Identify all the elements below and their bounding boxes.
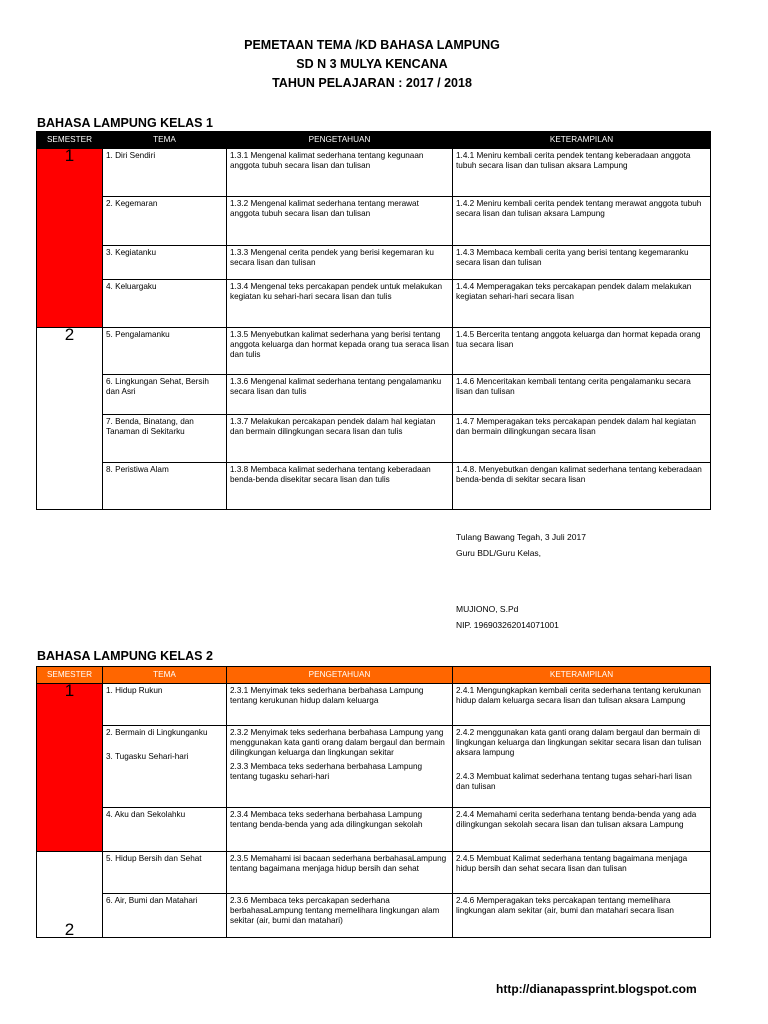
semester-cell: 2 [37, 328, 103, 510]
table-header-row [37, 132, 711, 149]
kelas1-title: BAHASA LAMPUNG KELAS 1 [37, 116, 213, 130]
col-semester: SEMESTER [37, 132, 103, 149]
pengetahuan-cell: 1.3.3 Mengenal cerita pendek yang berisi kegemaran ku secara lisan dan tulisan [227, 246, 453, 280]
keterampilan-item: 2.4.3 Membuat kalimat sederhana tentang tugas sehari-hari lisan dan tulisan [456, 772, 692, 791]
tema-cell: 5. Pengalamanku [103, 328, 227, 375]
kelas1-table [36, 131, 711, 510]
tema-cell: 5. Hidup Bersih dan Sehat [103, 852, 227, 894]
tema-cell: 2. Kegemaran [103, 197, 227, 246]
keterampilan-cell: 1.4.1 Meniru kembali cerita pendek tentang keberadaan anggota tubuh secara lisan dan tulisan aksara Lampung [453, 149, 711, 197]
header-year: TAHUN PELAJARAN : 2017 / 2018 [272, 76, 472, 90]
keterampilan-cell: 2.4.5 Membuat Kalimat sederhana tentang bagaimana menjaga hidup bersih dan sehat secara lisan dan tulisan [453, 852, 711, 894]
document-header [0, 36, 744, 93]
tema-cell: 8. Peristiwa Alam [103, 463, 227, 510]
kelas2-table [36, 666, 711, 938]
col-pengetahuan: PENGETAHUAN [227, 132, 453, 149]
pengetahuan-cell: 2.3.5 Memahami isi bacaan sederhana berbahasaLampung tentang bagaimana menjaga hidup bersih dan sehat [227, 852, 453, 894]
table-row [37, 149, 711, 197]
pengetahuan-cell: 2.3.6 Membaca teks percakapan sederhana berbahasaLampung tentang memelihara lingkungan alam sekitar (air, bumi dan matahari) [227, 894, 453, 938]
tema-cell: 6. Lingkungan Sehat, Bersih dan Asri [103, 375, 227, 415]
pengetahuan-cell: 1.3.1 Mengenal kalimat sederhana tentang kegunaan anggota tubuh secara lisan dan tulisan [227, 149, 453, 197]
pengetahuan-cell: 1.3.5 Menyebutkan kalimat sederhana yang berisi tentang anggota keluarga dan hormat kepada orang tua seraca lisan dan tulis [227, 328, 453, 375]
keterampilan-cell: 1.4.3 Membaca kembali cerita yang berisi tentang kegemaranku secara lisan dan tulisan [453, 246, 711, 280]
keterampilan-cell: 2.4.4 Memahami cerita sederhana tentang benda-benda yang ada dilingkungan sekolah secara lisan dan tulisan aksara Lampung [453, 808, 711, 852]
header-title: PEMETAAN TEMA /KD BAHASA LAMPUNG [244, 38, 500, 52]
col-keterampilan: KETERAMPILAN [453, 667, 711, 684]
kelas2-title: BAHASA LAMPUNG KELAS 2 [37, 649, 213, 663]
pengetahuan-item: 2.3.3 Membaca teks sederhana berbahasa Lampung tentang tugasku sehari-hari [230, 762, 423, 781]
tema-cell: 4. Aku dan Sekolahku [103, 808, 227, 852]
keterampilan-cell: 1.4.8. Menyebutkan dengan kalimat sederhana tentang keberadaan benda-benda di sekitar secara lisan [453, 463, 711, 510]
signature-role: Guru BDL/Guru Kelas, [456, 548, 542, 558]
table-row [37, 684, 711, 726]
tema-cell: 4. Keluargaku [103, 280, 227, 328]
pengetahuan-cell: 1.3.4 Mengenal teks percakapan pendek untuk melakukan kegiatan ku sehari-hari secara lisan dan tulis [227, 280, 453, 328]
tema-cell: 3. Kegiatanku [103, 246, 227, 280]
tema-item: 3. Tugasku Sehari-hari [106, 752, 189, 761]
table-row [37, 894, 711, 938]
col-tema: TEMA [103, 667, 227, 684]
pengetahuan-cell: 1.3.2 Mengenal kalimat sederhana tentang merawat anggota tubuh secara lisan dan tulisan [227, 197, 453, 246]
pengetahuan-cell: 1.3.7 Melakukan percakapan pendek dalam hal kegiatan dan bermain dilingkungan secara lisan dan tulis [227, 415, 453, 463]
pengetahuan-item: 2.3.2 Menyimak teks sederhana berbahasa Lampung yang menggunakan kata ganti orang dalam bergaul dan bermain dilingkungan keluarga dan lingkungan sekitar [230, 728, 445, 757]
keterampilan-cell: 1.4.5 Bercerita tentang anggota keluarga dan hormat kepada orang tua secara lisan [453, 328, 711, 375]
tema-cell: 1. Diri Sendiri [103, 149, 227, 197]
table-header-row [37, 667, 711, 684]
col-semester: SEMESTER [37, 667, 103, 684]
pengetahuan-cell: 1.3.6 Mengenal kalimat sederhana tentang pengalamanku secara lisan dan tulis [227, 375, 453, 415]
pengetahuan-cell: 1.3.8 Membaca kalimat sederhana tentang keberadaan benda-benda disekitar secara lisan dan tulis [227, 463, 453, 510]
semester-cell: 1 [37, 149, 103, 328]
table-row [37, 415, 711, 463]
pengetahuan-cell [227, 726, 453, 808]
table-row [37, 280, 711, 328]
footer-url[interactable]: http://dianapassprint.blogspot.com [496, 982, 697, 996]
keterampilan-cell: 1.4.7 Memperagakan teks percakapan pendek dalam hal kegiatan dan bermain dilingkungan secara lisan [453, 415, 711, 463]
semester-cell: 2 [37, 852, 103, 938]
signature-name: MUJIONO, S.Pd [456, 604, 519, 614]
col-keterampilan: KETERAMPILAN [453, 132, 711, 149]
tema-cell: 7. Benda, Binatang, dan Tanaman di Sekitarku [103, 415, 227, 463]
table-row [37, 463, 711, 510]
tema-cell [103, 726, 227, 808]
keterampilan-cell: 2.4.1 Mengungkapkan kembali cerita sederhana tentang kerukunan hidup dalam keluarga secara lisan dan tulisan aksara Lampung [453, 684, 711, 726]
tema-cell: 6. Air, Bumi dan Matahari [103, 894, 227, 938]
col-pengetahuan: PENGETAHUAN [227, 667, 453, 684]
tema-item: 2. Bermain di Lingkunganku [106, 728, 208, 737]
keterampilan-cell [453, 726, 711, 808]
table-row [37, 375, 711, 415]
table-row [37, 328, 711, 375]
semester-cell: 1 [37, 684, 103, 852]
table-row [37, 808, 711, 852]
keterampilan-item: 2.4.2 menggunakan kata ganti orang dalam bergaul dan bermain di lingkungan keluarga dan lingkungan sekitar secara lisan dan tulisan aksara lampung [456, 728, 702, 757]
table-row [37, 852, 711, 894]
signature-nip: NIP. 196903262014071001 [456, 620, 559, 630]
keterampilan-cell: 1.4.6 Menceritakan kembali tentang cerita pengalamanku secara lisan dan tulisan [453, 375, 711, 415]
table-row [37, 246, 711, 280]
keterampilan-cell: 1.4.2 Meniru kembali cerita pendek tentang merawat anggota tubuh secara lisan dan tulisan aksara Lampung [453, 197, 711, 246]
pengetahuan-cell: 2.3.4 Membaca teks sederhana berbahasa Lampung tentang benda-benda yang ada dilingkungan sekolah [227, 808, 453, 852]
keterampilan-cell: 1.4.4 Memperagakan teks percakapan pendek dalam melakukan kegiatan sehari-hari secara lisan [453, 280, 711, 328]
tema-cell: 1. Hidup Rukun [103, 684, 227, 726]
col-tema: TEMA [103, 132, 227, 149]
signature-place-date: Tulang Bawang Tegah, 3 Juli 2017 [456, 532, 586, 542]
table-row [37, 726, 711, 808]
table-row [37, 197, 711, 246]
header-school: SD N 3 MULYA KENCANA [296, 57, 448, 71]
keterampilan-cell: 2.4.6 Memperagakan teks percakapan tentang memelihara lingkungan alam sekitar (air, bumi dan matahari secara lisan [453, 894, 711, 938]
pengetahuan-cell: 2.3.1 Menyimak teks sederhana berbahasa Lampung tentang kerukunan hidup dalam keluarga [227, 684, 453, 726]
